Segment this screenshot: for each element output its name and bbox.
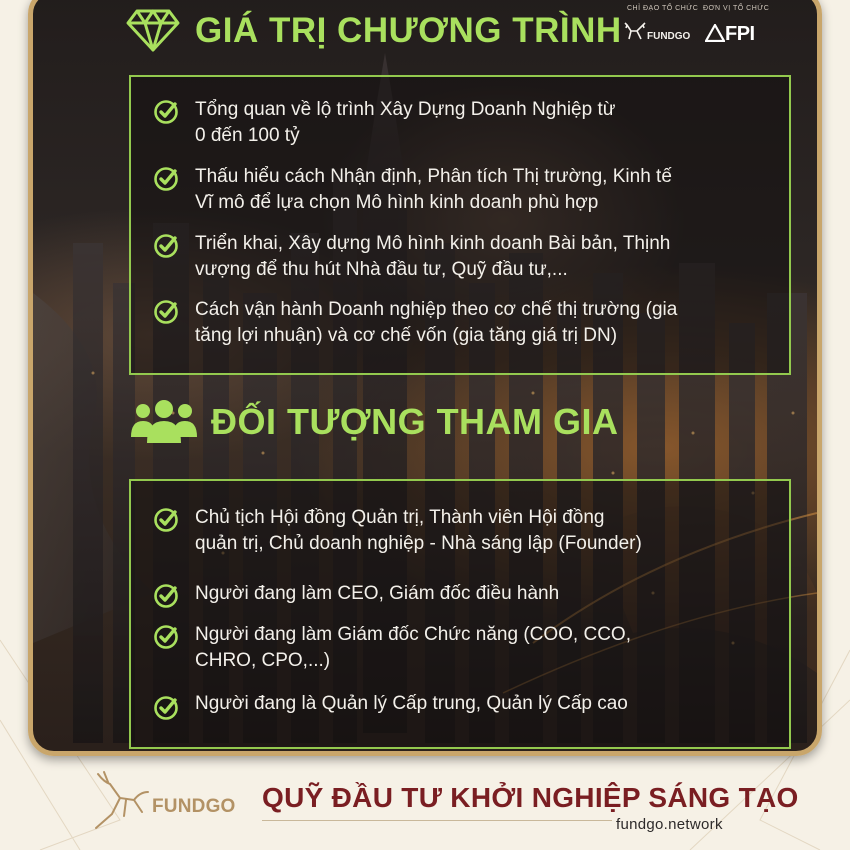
fpi-triangle-icon <box>705 24 725 42</box>
list-item-text: Cách vận hành Doanh nghiệp theo cơ chế thị trường (gia tăng lợi nhuận) và cơ chế vốn (gia tăng giá trị DN) <box>195 299 678 346</box>
fundgo-logo-icon <box>90 770 154 832</box>
footer-brand: FUNDGO <box>152 796 236 817</box>
check-circle-icon <box>153 624 179 650</box>
people-icon <box>129 397 199 447</box>
footer-url[interactable]: fundgo.network <box>616 816 723 833</box>
list-item-text: Thấu hiểu cách Nhận định, Phân tích Thị trường, Kinh tế Vĩ mô để lựa chọn Mô hình kinh doanh phù hợp <box>195 166 672 213</box>
footer-title: QUỸ ĐẦU TƯ KHỞI NGHIỆP SÁNG TẠO <box>262 782 799 813</box>
list-item-text: Người đang là Quản lý Cấp trung, Quản lý Cấp cao <box>195 693 628 714</box>
list-item-text: Người đang làm CEO, Giám đốc điều hành <box>195 583 560 604</box>
director-label: CHỈ ĐẠO TỔ CHỨC <box>627 5 699 12</box>
list-item-text: Chủ tịch Hội đồng Quản trị, Thành viên Hội đồng quản trị, Chủ doanh nghiệp - Nhà sáng lập (Founder) <box>195 507 642 554</box>
organizer-logo-text: FPI <box>725 23 755 45</box>
list-item-text: Tổng quan về lộ trình Xây Dựng Doanh Nghiệp từ 0 đến 100 tỷ <box>195 99 616 146</box>
list-item-text: Triển khai, Xây dựng Mô hình kinh doanh Bài bản, Thịnh vượng để thu hút Nhà đầu tư, Quỹ đầu tư,... <box>195 233 671 280</box>
organizers <box>621 5 771 55</box>
participants-title: ĐỐI TƯỢNG THAM GIA <box>211 401 619 442</box>
footer-divider <box>262 820 612 822</box>
check-circle-icon <box>153 233 179 259</box>
check-circle-icon <box>153 299 179 325</box>
diamond-icon <box>125 7 181 53</box>
check-circle-icon <box>153 99 179 125</box>
director-logo-text: FUNDGO <box>647 31 691 42</box>
main-card <box>28 0 822 756</box>
list-item-text: Người đang làm Giám đốc Chức năng (COO, CCO, CHRO, CPO,...) <box>195 624 631 671</box>
check-circle-icon <box>153 695 179 721</box>
check-circle-icon <box>153 166 179 192</box>
check-circle-icon <box>153 583 179 609</box>
organizer-label: ĐƠN VỊ TỔ CHỨC <box>703 5 770 12</box>
fundgo-deer-icon <box>623 21 647 43</box>
program-value-list <box>129 75 791 375</box>
program-value-title: GIÁ TRỊ CHƯƠNG TRÌNH <box>195 11 622 50</box>
check-circle-icon <box>153 507 179 533</box>
participants-list <box>129 479 791 749</box>
